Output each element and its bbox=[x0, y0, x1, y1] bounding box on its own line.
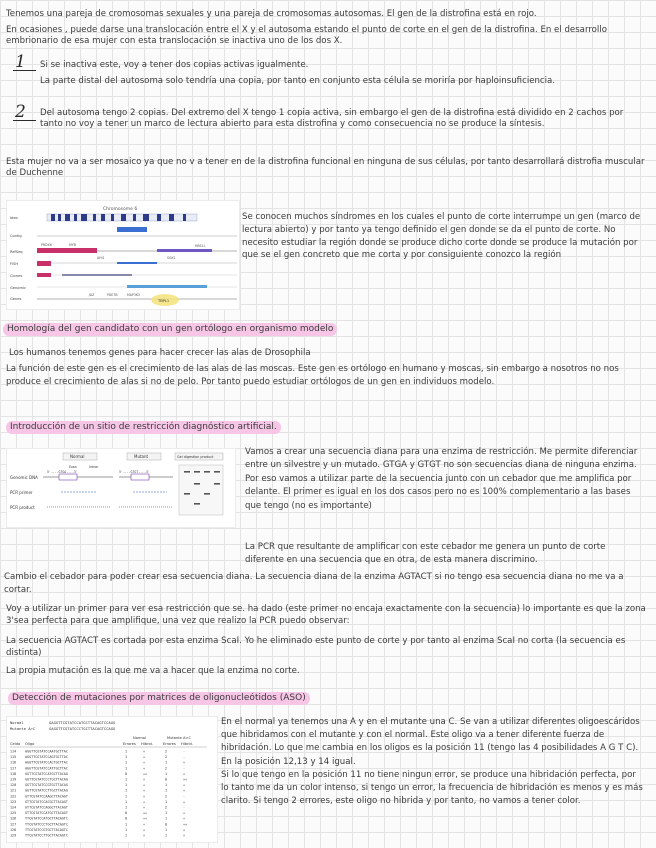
aso-row-14-e1: 1 bbox=[125, 822, 128, 827]
aso-row-3-h1: + bbox=[143, 760, 146, 765]
aso-row-14-oligo: TTCGTATCCCTGCTTACAGTC bbox=[25, 822, 68, 827]
aso-paragraph-2: Si lo que tengo en la posición 11 no tiene ningun error, se produce una hibridación perfecta, por lo tanto me da un color intenso, si tengo un error, la frecuencia de hibridación es menos y es más clarito. Si tengo 2 errores, este oligo no hibrida y por tanto, no vamos a tener color. bbox=[221, 770, 643, 807]
aso-row-15-e2: 1 bbox=[165, 827, 168, 832]
fig2-seq-mutant: 5'-...GTGT...-3' bbox=[119, 470, 150, 474]
aso-table-figure bbox=[6, 716, 218, 843]
aso-row-7-h1: + bbox=[143, 783, 146, 788]
genome-browser-figure bbox=[6, 200, 240, 310]
heading-aso: Detección de mutaciones por matrices de oligonucleótidos (ASO) bbox=[8, 692, 310, 705]
fig1-gene-6: JAZ bbox=[89, 293, 95, 297]
aso-row-2-h2: - bbox=[183, 755, 186, 760]
aso-row-10-h1: + bbox=[143, 799, 146, 804]
fig1-label-genomic: Genomic bbox=[10, 286, 26, 290]
fig3-col-cell: Celda bbox=[10, 742, 21, 746]
aso-row-15-h2: + bbox=[183, 827, 186, 832]
fig3-mutant-label: Mutante A>C bbox=[10, 726, 36, 731]
aso-row-4-h2: - bbox=[183, 766, 186, 771]
aso-row-14-h2: ++ bbox=[183, 822, 188, 827]
aso-row-6-cell: 119 bbox=[10, 777, 17, 782]
aso-row-5-cell: 118 bbox=[10, 771, 17, 776]
fig1-gene-8: MAP3K5 bbox=[127, 293, 140, 297]
aso-row-4-h1: + bbox=[143, 766, 146, 771]
aso-row-2-e1: 1 bbox=[125, 755, 128, 760]
aso-row-11-h2: - bbox=[183, 805, 186, 810]
heading-restriction-site: Introducción de un sitio de restricción diagnóstico artificial. bbox=[6, 421, 281, 434]
aso-row-14-h1: + bbox=[143, 822, 146, 827]
fig3-col-hib-2: Hibrid. bbox=[181, 742, 193, 746]
aso-row-7-e2: 1 bbox=[165, 783, 168, 788]
aso-row-8-h1: + bbox=[143, 788, 146, 793]
aso-row-11-cell: 124 bbox=[10, 805, 17, 810]
aso-row-15-e1: 1 bbox=[125, 827, 128, 832]
restriction-paragraph-5: La secuencia AGTACT es cortada por esta enzima ScaI. Yo he eliminado este punto de corte y por tanto al enzima ScaI no corta (la secuencia es distinta) bbox=[6, 636, 626, 659]
aso-row-5-h2: + bbox=[183, 771, 186, 776]
aso-row-15-oligo: TTCGTATCCGTGCTTACAGTC bbox=[25, 827, 68, 832]
aso-row-1-e2: 2 bbox=[165, 749, 168, 754]
case-2-number bbox=[15, 103, 26, 121]
aso-row-9-e1: 1 bbox=[125, 794, 128, 799]
aso-row-13-cell: 126 bbox=[10, 816, 17, 821]
fig2-row-genomic: Genomic DNA bbox=[10, 475, 38, 480]
aso-row-4-e1: 1 bbox=[125, 766, 128, 771]
aso-row-15-cell: 128 bbox=[10, 827, 17, 832]
aso-row-6-h2: ++ bbox=[183, 777, 188, 782]
aso-row-2-h1: + bbox=[143, 755, 146, 760]
aso-row-9-h1: + bbox=[143, 794, 146, 799]
aso-row-6-oligo: GGTTCGTATCCCTGCTTACAG bbox=[25, 777, 68, 782]
fig1-gene-3: AHI1 bbox=[97, 256, 105, 260]
aso-row-7-h2: + bbox=[183, 783, 186, 788]
fig1-callout: TBPL1 bbox=[158, 299, 170, 303]
intro-paragraph-1: Tenemos una pareja de cromosomas sexuales y una pareja de cromosomas autosomas. El gen de la distrofina está en rojo. bbox=[6, 9, 537, 19]
fig2-intron-label: Intron bbox=[89, 465, 99, 469]
fig2-row-product: PCR product bbox=[10, 505, 35, 510]
fig3-col-err-2: Errores bbox=[163, 742, 176, 746]
aso-row-9-cell: 122 bbox=[10, 794, 17, 799]
aso-row-16-h1: + bbox=[143, 833, 146, 838]
fig1-gene-2: MYB bbox=[69, 243, 76, 247]
aso-row-1-e1: 1 bbox=[125, 749, 128, 754]
aso-row-8-e1: 1 bbox=[125, 788, 128, 793]
aso-row-5-h1: ++ bbox=[143, 771, 148, 776]
aso-row-14-e2: 0 bbox=[165, 822, 168, 827]
aso-row-10-h2: + bbox=[183, 799, 186, 804]
fig1-label-clones: Clones bbox=[10, 274, 23, 278]
aso-row-12-h1: ++ bbox=[143, 811, 148, 816]
homology-line-1: Los humanos tenemos genes para hacer crecer las alas de Drosophila bbox=[9, 348, 311, 358]
aso-row-15-h1: + bbox=[143, 827, 146, 832]
fig3-col-mutant: Mutante A>C bbox=[167, 736, 192, 740]
case-1-number bbox=[15, 53, 26, 71]
restriction-paragraph-1: Vamos a crear una secuencia diana para una enzima de restricción. Me permite diferenciar entre un silvestre y un mutado. GTGA y GTGT no son secuencias diana de ninguna enzima. Por eso vamos a utilizar parte de la secuencia junto con un cebador que me amplifica por delante. El primer es igual en los dos casos pero no es 100% complementario a las bases que tengo (no es importante) bbox=[245, 447, 638, 511]
aso-row-13-h1: ++ bbox=[143, 816, 148, 821]
aso-row-6-e1: 1 bbox=[125, 777, 128, 782]
aso-row-1-cell: 114 bbox=[10, 749, 17, 754]
aso-row-13-oligo: TTCGTATCCATGCTTACAGTC bbox=[25, 816, 68, 821]
aso-row-12-cell: 125 bbox=[10, 811, 17, 816]
aso-row-13-e2: 1 bbox=[165, 816, 168, 821]
case-2-digit: 2 bbox=[15, 102, 26, 122]
aso-row-16-e2: 1 bbox=[165, 833, 168, 838]
fig1-label-ideo: Ideo bbox=[10, 216, 18, 220]
fig3-col-normal: Normal bbox=[133, 736, 147, 740]
fig1-gene-1: PRDX6 bbox=[41, 243, 52, 247]
restriction-paragraph-2: La PCR que resultante de amplificar con este cebador me genera un punto de corte diferente en una secuencia que en otra, de esta manera discrimino. bbox=[245, 542, 606, 566]
aso-row-11-h1: + bbox=[143, 805, 146, 810]
aso-row-4-e2: 2 bbox=[165, 766, 168, 771]
aso-row-12-e1: 0 bbox=[125, 811, 128, 816]
aso-row-3-e1: 1 bbox=[125, 760, 128, 765]
restriction-paragraph-4: Voy a utilizar un primer para ver esa restricción que se. ha dado (este primer no encaja exactamente con la secuencia) lo importante es que la zona 3'sea perfecta para que amplifique, una vez que realizo la PCR puedo observar: bbox=[6, 604, 646, 627]
fig2-header-gel: Gel digestion product bbox=[177, 455, 214, 459]
aso-row-3-oligo: AGGTTCGTATCCACTGCTTAC bbox=[25, 760, 68, 765]
aso-row-16-e1: 1 bbox=[125, 833, 128, 838]
fig3-normal-label: Normal bbox=[10, 720, 24, 725]
aso-row-1-h2: - bbox=[183, 749, 186, 754]
aso-row-12-oligo: GTTCGTATCCATGCTTACAGT bbox=[25, 811, 68, 816]
aso-row-7-e1: 1 bbox=[125, 783, 128, 788]
fig3-mutant-seq: GAGGTTCGTATCCCTGCTTACAGTCCAGG bbox=[49, 726, 116, 731]
fig3-col-oligo: Oligo bbox=[25, 742, 35, 746]
fig2-header-normal: Normal bbox=[70, 454, 85, 459]
fig3-normal-seq: GAGGTTCGTATCCATGCTTACAGTCCAGG bbox=[49, 720, 116, 725]
fig1-gene-5: HBS1L bbox=[195, 244, 206, 248]
fig3-col-hib-1: Hibrid. bbox=[141, 742, 153, 746]
aso-row-2-cell: 115 bbox=[10, 755, 17, 760]
aso-row-13-e1: 0 bbox=[125, 816, 128, 821]
case-1-line-2: La parte distal del autosoma solo tendría una copia, por tanto en conjunto esta célula se moriría por haploinsuficiencia. bbox=[40, 76, 556, 86]
aso-row-16-cell: 129 bbox=[10, 833, 17, 838]
restriction-paragraph-3: Cambio el cebador para poder crear esa secuencia diana. La secuencia diana de la enzima AGTACT si no tengo esa secuencia diana no me va a cortar. bbox=[4, 572, 624, 596]
conclusion-paragraph: Esta mujer no va a ser mosaico ya que no v a tener en de la distrofina funcional en ninguna de sus células, por tanto desarrollará distrofia muscular de Duchenne bbox=[6, 157, 645, 179]
aso-row-10-oligo: GTTCGTATCCACGCTTACAGT bbox=[25, 799, 68, 804]
case-2-text: Del autosoma tengo 2 copias. Del extremo del X tengo 1 copia activa, sin embargo el gen de la distrofina está dividido en 2 cachos por tanto no voy a tener un marco de lectura abierto para esta distrofina y como consecuencia no se produce la síntesis. bbox=[40, 108, 624, 130]
aso-row-16-h2: + bbox=[183, 833, 186, 838]
fig1-label-contig: Contig bbox=[10, 234, 22, 238]
aso-row-11-oligo: GTTCGTATCCAGGCTTACAGT bbox=[25, 805, 68, 810]
fig1-label-fish: FISH bbox=[10, 262, 19, 266]
aso-row-7-cell: 120 bbox=[10, 783, 17, 788]
aso-row-7-oligo: GGTTCGTATCCGTGCTTACAG bbox=[25, 783, 68, 788]
aso-row-9-oligo: GTTCGTATCCAAGCTTACAGT bbox=[25, 794, 68, 799]
aso-row-3-h2: + bbox=[183, 760, 186, 765]
aso-row-8-oligo: GGTTCGTATCCTTGCTTACAG bbox=[25, 788, 68, 793]
fig1-title: Chromosome 6 bbox=[103, 207, 138, 212]
fig2-row-primer: PCR primer bbox=[10, 490, 33, 495]
aso-row-6-e2: 0 bbox=[165, 777, 168, 782]
syndromes-paragraph: Se conocen muchos síndromes en los cuales el punto de corte interrumpe un gen (marco de lectura abierto) y por tanto ya tengo definido el gen donde se da el punto de corte. No necesito estudiar la región donde se produce dicho corte donde se produce la mutación por que se el gen concreto que me corta y por consiguiente conozco la región bbox=[242, 212, 641, 261]
aso-row-3-cell: 116 bbox=[10, 760, 17, 765]
fig3-col-err-1: Errores bbox=[123, 742, 136, 746]
aso-row-3-e2: 1 bbox=[165, 760, 168, 765]
fig1-gene-7: PDE7B bbox=[107, 293, 118, 297]
aso-row-14-cell: 127 bbox=[10, 822, 17, 827]
fig1-label-genes: Genes bbox=[10, 297, 22, 301]
aso-row-2-e2: 2 bbox=[165, 755, 168, 760]
aso-row-8-cell: 121 bbox=[10, 788, 17, 793]
aso-row-11-e1: 1 bbox=[125, 805, 128, 810]
aso-row-6-h1: + bbox=[143, 777, 146, 782]
case-1-digit: 1 bbox=[15, 52, 26, 72]
aso-row-8-h2: + bbox=[183, 788, 186, 793]
homology-line-2: La función de este gen es el crecimiento de las alas de las moscas. Este gen es ortólogo en humano y moscas, sin embargo a nosotros no nos produce el crecimiento de alas si no de pelo. Por tanto puedo estudiar ortólogos de un gen en individuos modelo. bbox=[6, 364, 619, 388]
aso-row-12-h2: + bbox=[183, 811, 186, 816]
fig2-exon-label: Exon bbox=[69, 465, 77, 469]
aso-row-5-oligo: GGTTCGTATCCATGCTTACAG bbox=[25, 771, 68, 776]
heading-homology: Homología del gen candidato con un gen ortólogo en organismo modelo bbox=[3, 323, 337, 336]
aso-row-16-oligo: TTCGTATCCTTGCTTACAGTC bbox=[25, 833, 68, 838]
aso-row-8-e2: 1 bbox=[165, 788, 168, 793]
fig2-header-mutant: Mutant bbox=[134, 454, 149, 459]
case-1-line-1: Si se inactiva este, voy a tener dos copias activas igualmente. bbox=[40, 60, 309, 70]
aso-row-13-h2: + bbox=[183, 816, 186, 821]
fig1-label-refseq: RefSeq bbox=[10, 250, 23, 254]
aso-paragraph-1: En el normal ya tenemos una A y en el mutante una C. Se van a utilizar diferentes oligoescáridos que hibridamos con el mutante y con el normal. Este oligo va a tener diferente fuerza de hibridación. Lo que me cambia en los oligos es la posición 11 (tengo las 4 posibilidades A G T C). En la posición 12,13 y 14 igual. bbox=[221, 717, 640, 767]
aso-row-10-cell: 123 bbox=[10, 799, 17, 804]
aso-row-4-oligo: AGGTTCGTATCCATTGCTTAC bbox=[25, 766, 68, 771]
fig2-seq-normal: 5'-...GTGA...-3' bbox=[47, 470, 78, 474]
aso-row-1-oligo: AGGTTCGTATCCAATGCTTAC bbox=[25, 749, 68, 754]
aso-row-5-e1: 0 bbox=[125, 771, 128, 776]
fig1-gene-4: SGK1 bbox=[167, 256, 176, 260]
aso-row-10-e1: 1 bbox=[125, 799, 128, 804]
aso-row-10-e2: 1 bbox=[165, 799, 168, 804]
restriction-site-figure bbox=[6, 448, 236, 528]
aso-row-5-e2: 1 bbox=[165, 771, 168, 776]
aso-row-2-oligo: AGGTTCGTATCCAGTGCTTAC bbox=[25, 755, 68, 760]
restriction-paragraph-6: La propia mutación es la que me va a hacer que la enzima no corte. bbox=[6, 666, 300, 676]
aso-row-4-cell: 117 bbox=[10, 766, 17, 771]
aso-row-12-e2: 1 bbox=[165, 811, 168, 816]
aso-row-9-e2: 2 bbox=[165, 794, 168, 799]
aso-row-11-e2: 2 bbox=[165, 805, 168, 810]
intro-paragraph-2: En ocasiones , puede darse una translocación entre el X y el autosoma estando el punto de corte en el gen de la distrofina. En el desarrollo embrionario de esa mujer con esta translocación se inactiva uno de los dos X. bbox=[6, 25, 607, 47]
aso-row-1-h1: + bbox=[143, 749, 146, 754]
aso-row-9-h2: - bbox=[183, 794, 186, 799]
